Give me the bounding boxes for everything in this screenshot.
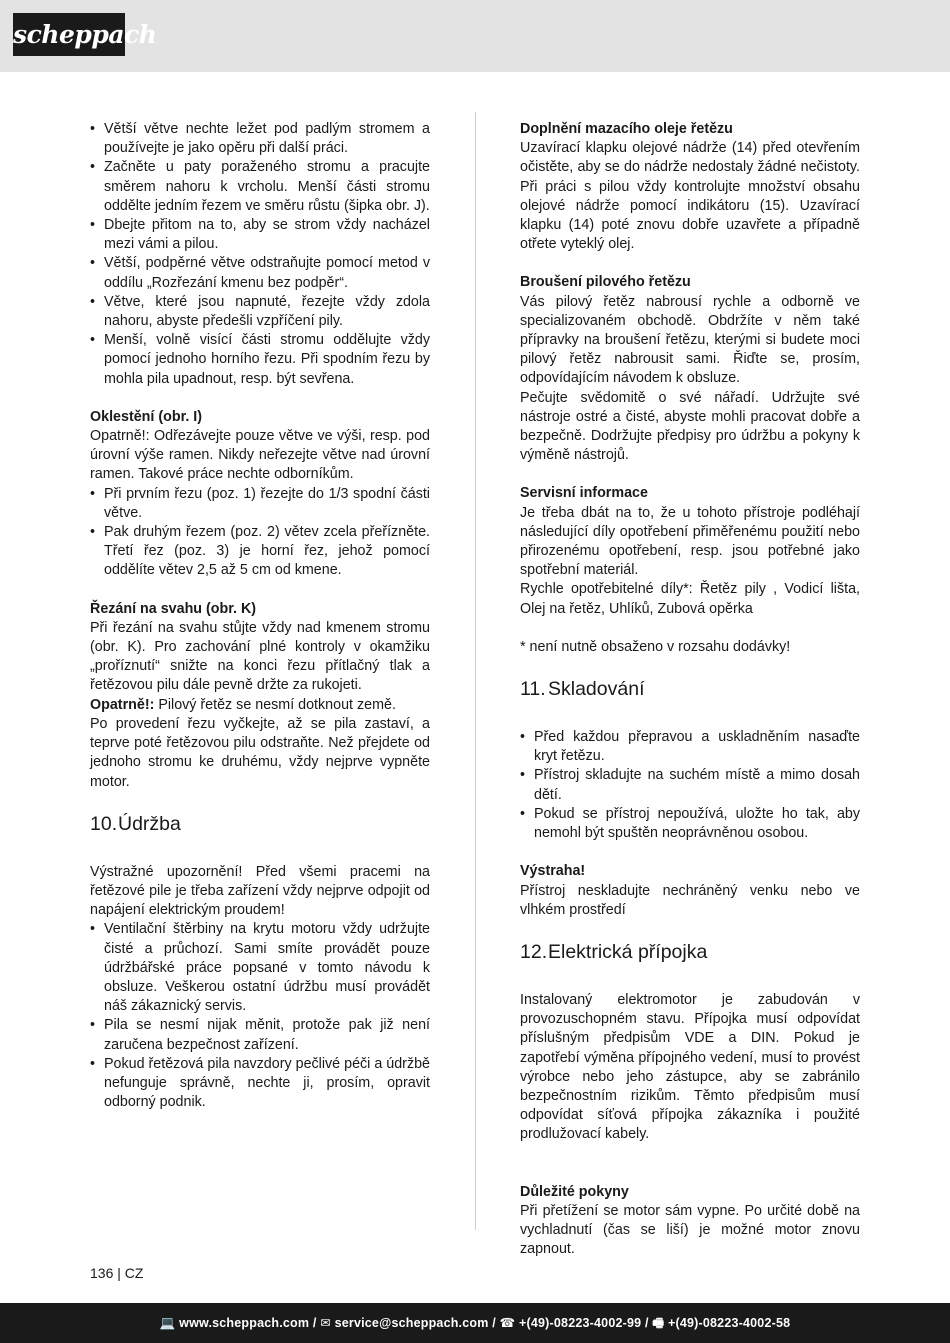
section-10-heading xyxy=(90,811,430,837)
servis-note: * není nutně obsaženo v rozsahu dodávky! xyxy=(520,638,791,655)
vystraha-text: Přístroj neskladujte nechráněný venku nebo ve vlhkém prostředí xyxy=(520,882,860,918)
section-number: 11. xyxy=(520,678,546,701)
list-item: • Před každou přepravou a uskladněním nasaďte kryt řetězu. xyxy=(520,728,860,766)
section-11-heading xyxy=(520,676,860,702)
list-item: • Pila se nesmí nijak měnit, protože pak již není zaručena bezpečnost zařízení. xyxy=(90,1016,430,1054)
vystraha-heading: Výstraha! xyxy=(520,863,586,880)
s12-text: Instalovaný elektromotor je zabudován v provozuschopném stavu. Přípojka musí odpovídat příslušným předpisům VDE a DIN. Pokud je zapotřebí výměna přípojného vedení, musí to provést výrobce nebo jeho zástupce, aby se zabránilo bezpečnostním rizikům. Těmto předpisům musí odpovídat síťová přípojka zákazníka i použité prodlužovací kabely. xyxy=(520,991,860,1143)
list-item: • Přístroj skladujte na suchém místě a mimo dosah dětí. xyxy=(520,766,860,804)
section-title: Skladování xyxy=(548,678,645,701)
svah-heading: Řezání na svahu (obr. K) xyxy=(90,600,257,617)
svah-warning-label: Opatrně!: xyxy=(90,696,155,713)
servis-text: Je třeba dbát na to, že u tohoto přístroje podléhají následující díly opotřebení přiměřenému použití nebo přirozenému opotřebení, resp. jsou potřebné jako spotřební materiál. xyxy=(520,504,860,579)
list-item: • Větší větve nechte ležet pod padlým stromem a používejte je jako opěru při další práci. xyxy=(90,120,430,158)
oklesteni-heading: Oklestění (obr. I) xyxy=(90,408,203,425)
svah-warning-text: Pilový řetěz se nesmí dotknout země. xyxy=(154,696,396,713)
list-item: • Pak druhým řezem (poz. 2) větev zcela přeřízněte. Třetí řez (poz. 3) je horní řez, jehož pomocí oddělíte větev 2,5 až 5 cm od kmene. xyxy=(90,523,430,581)
brouseni-text: Vás pilový řetěz nabrousí rychle a odborně ve specializovaném obchodě. Obdržíte v něm také přípravky na broušení řetězu, kterými si budete moci pilový řetěz nabrousit sami. Řiďte se, prosím, odpovídajícím návodem k obsluze. xyxy=(520,293,860,387)
list-item: • Větší, podpěrné větve odstraňujte pomocí metod v oddílu „Rozřezání kmenu bez podpěr“. xyxy=(90,254,430,292)
page-header xyxy=(0,0,950,72)
footer-contacts: 💻 www.scheppach.com / ✉ service@scheppach.com / ☎ +(49)-08223-4002-99 / 🖷 +(49)-08223-4002-58 xyxy=(159,1316,791,1330)
list-item: • Dbejte přitom na to, aby se strom vždy nacházel mezi vámi a pilou. xyxy=(90,216,430,254)
brouseni-text-2: Pečujte svědomitě o své nářadí. Udržujte své nástroje ostré a čisté, abyste mohli pracovat dobře a bezpečně. Dodržujte předpisy pro údržbu a pokyny k výměně nástrojů. xyxy=(520,389,860,464)
list-item: • Pokud se přístroj nepoužívá, uložte ho tak, aby nemohl být spuštěn neoprávněnou osobou. xyxy=(520,805,860,843)
column-divider xyxy=(475,112,476,1230)
servis-heading: Servisní informace xyxy=(520,485,648,502)
oklesteni-text: Opatrně!: Odřezávejte pouze větve ve výši, resp. pod úrovní výše ramen. Nikdy neřezejte větve nad úrovní ramen. Takové práce nechte odborníkům. xyxy=(90,428,430,483)
list-item: • Při prvním řezu (poz. 1) řezejte do 1/3 spodní části větve. xyxy=(90,485,430,523)
scheppach-logo: scheppach xyxy=(13,13,125,56)
olej-heading: Doplnění mazacího oleje řetězu xyxy=(520,121,733,137)
list-item: • Menší, volně visící části stromu oddělujte vždy pomocí jednoho horního řezu. Při spodním řezu by mohla pila upadnout, resp. být sevřena. xyxy=(90,331,430,389)
page-number-value: 136 xyxy=(90,1265,114,1281)
svah-warning xyxy=(90,696,430,715)
list-item: • Větve, které jsou napnuté, řezejte vždy zdola nahoru, abyste předešli vzpříčení pily. xyxy=(90,293,430,331)
list-item: • Začněte u paty poraženého stromu a pracujte směrem nahoru k vrcholu. Menší části stromu oddělte jedním řezem ve směru růstu (šipka obr. J). xyxy=(90,158,430,216)
pokyny-heading: Důležité pokyny xyxy=(520,1183,629,1200)
section-number: 12. xyxy=(520,940,548,963)
section-12-heading xyxy=(520,939,860,965)
page-language: CZ xyxy=(124,1265,144,1281)
left-column xyxy=(90,120,430,1112)
svah-text: Při řezání na svahu stůjte vždy nad kmenem stromu (obr. K). Pro zachování plné kontroly v okamžiku „proříznutí“ snižte na konci řezu přítlačný tlak a řetězovou pilu dále pevně držte za rukojeti. xyxy=(90,619,430,694)
page-number: 136 | CZ xyxy=(90,1265,144,1281)
s10-warning-text: Výstražné upozornění! Před všemi pracemi na řetězové pile je třeba zařízení vždy nejprve odpojit od napájení elektrickým proudem! xyxy=(90,863,430,919)
page-footer xyxy=(0,1303,950,1343)
list-item: • Pokud řetězová pila navzdory pečlivé péči a údržbě nefunguje správně, nechte ji, prosím, opravit odborný podnik. xyxy=(90,1055,430,1113)
servis-parts: Rychle opotřebitelné díly*: Řetěz pily , Vodicí lišta, Olej na řetěz, Uhlíků, Zubová opěrka xyxy=(520,581,860,617)
section-title: Elektrická přípojka xyxy=(548,940,708,963)
brouseni-heading: Broušení pilového řetězu xyxy=(520,274,691,291)
section-title: Údržba xyxy=(118,812,181,835)
pokyny-text: Při přetížení se motor sám vypne. Po určité době na vychladnutí (čas se liší) je možné motor znovu zapnout. xyxy=(520,1202,860,1258)
svah-text-2: Po provedení řezu vyčkejte, až se pila zastaví, a teprve poté řetězovou pilu odstraňte. Než přejdete od jednoho stromu ke druhému, vždy nejprve vypněte motor. xyxy=(90,715,430,790)
olej-text: Uzavírací klapku olejové nádrže (14) před otevřením očistěte, aby se do nádrže nedostaly žádné nečistoty. Při práci s pilou vždy kontrolujte množství obsahu olejové nádrže pomocí indikátoru (15). Uzavírací klapku (14) poté znovu dobře uzavřete a případně otřete vyteklý olej. xyxy=(520,140,860,253)
section-number: 10. xyxy=(90,812,118,835)
list-item: • Ventilační štěrbiny na krytu motoru vždy udržujte čisté a průchozí. Sami smíte provádět pouze údržbářské práce popsané v tomto návodu k obsluze. Veškerou ostatní údržbu musí provádět náš zákaznický servis. xyxy=(90,920,430,1016)
right-column xyxy=(520,120,860,1259)
